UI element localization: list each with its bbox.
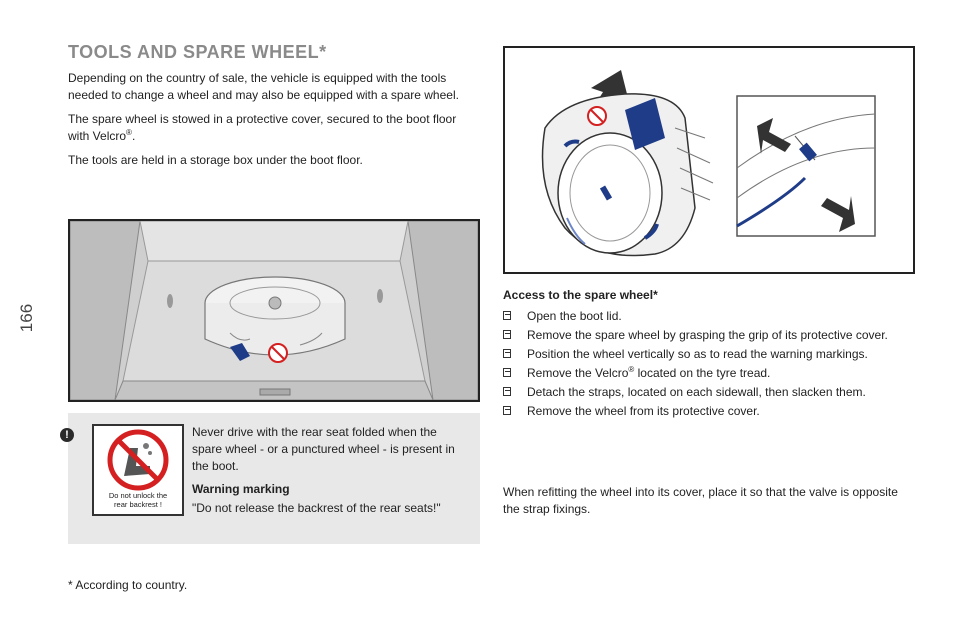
intro-paragraph-1: Depending on the country of sale, the vehicle is equipped with the tools needed to change a wheel and may also be equipped with a spare wheel. [68, 71, 459, 102]
list-item [503, 308, 913, 324]
step-text: Remove the wheel from its protective cover. [527, 404, 760, 418]
step-text: Open the boot lid. [527, 309, 622, 323]
warning-marking-heading: Warning marking [192, 482, 290, 496]
intro-text [68, 70, 478, 176]
list-item [503, 384, 913, 400]
checkbox-bullet-icon [503, 349, 511, 358]
intro-paragraph-2-end: . [131, 129, 136, 143]
spare-wheel-illustration [503, 46, 915, 274]
warning-paragraph: Never drive with the rear seat folded when the spare wheel - or a punctured wheel - is present in the boot. [192, 425, 455, 473]
intro-paragraph-2 [68, 111, 478, 145]
warning-label-line-1: Do not unlock the [108, 491, 168, 500]
list-item [503, 346, 913, 362]
checkbox-bullet-icon [503, 330, 511, 339]
intro-paragraph-2-text: The spare wheel is stowed in a protective cover, secured to the boot floor with Velcro [68, 112, 457, 143]
checkbox-bullet-icon [503, 406, 511, 415]
registered-mark: ® [126, 128, 132, 137]
warning-icon: ! [60, 428, 74, 442]
list-item [503, 327, 913, 343]
list-item [503, 403, 913, 419]
boot-illustration [68, 219, 480, 402]
intro-paragraph-3: The tools are held in a storage box under the boot floor. [68, 153, 363, 167]
warning-label-line-2: rear backrest ! [114, 500, 162, 509]
warning-label-image [92, 424, 184, 516]
wheel-drawing [505, 48, 913, 272]
checkbox-bullet-icon [503, 368, 511, 377]
access-steps [503, 308, 913, 422]
refit-note: When refitting the wheel into its cover, place it so that the valve is opposite the strap fixings. [503, 485, 898, 516]
checkbox-bullet-icon [503, 387, 511, 396]
step-text: Remove the Velcro [527, 366, 629, 380]
step-text-end: located on the tyre tread. [634, 366, 771, 380]
boot-drawing [70, 221, 478, 400]
registered-mark: ® [628, 365, 635, 374]
footnote: * According to country. [68, 578, 188, 592]
step-text: Detach the straps, located on each sidewall, then slacken them. [527, 385, 866, 399]
step-text: Position the wheel vertically so as to read the warning markings. [527, 347, 868, 361]
list-item [503, 365, 913, 381]
page-title: TOOLS AND SPARE WHEEL* [68, 42, 327, 62]
no-folding-seat-icon [94, 426, 182, 496]
step-text: Remove the spare wheel by grasping the grip of its protective cover. [527, 328, 888, 342]
warning-marking-quote: "Do not release the backrest of the rear seats!" [192, 501, 441, 515]
warning-text [192, 424, 467, 523]
warning-label-caption [94, 491, 182, 509]
page-number: 166 [17, 303, 36, 333]
access-heading: Access to the spare wheel* [503, 288, 658, 302]
checkbox-bullet-icon [503, 311, 511, 320]
